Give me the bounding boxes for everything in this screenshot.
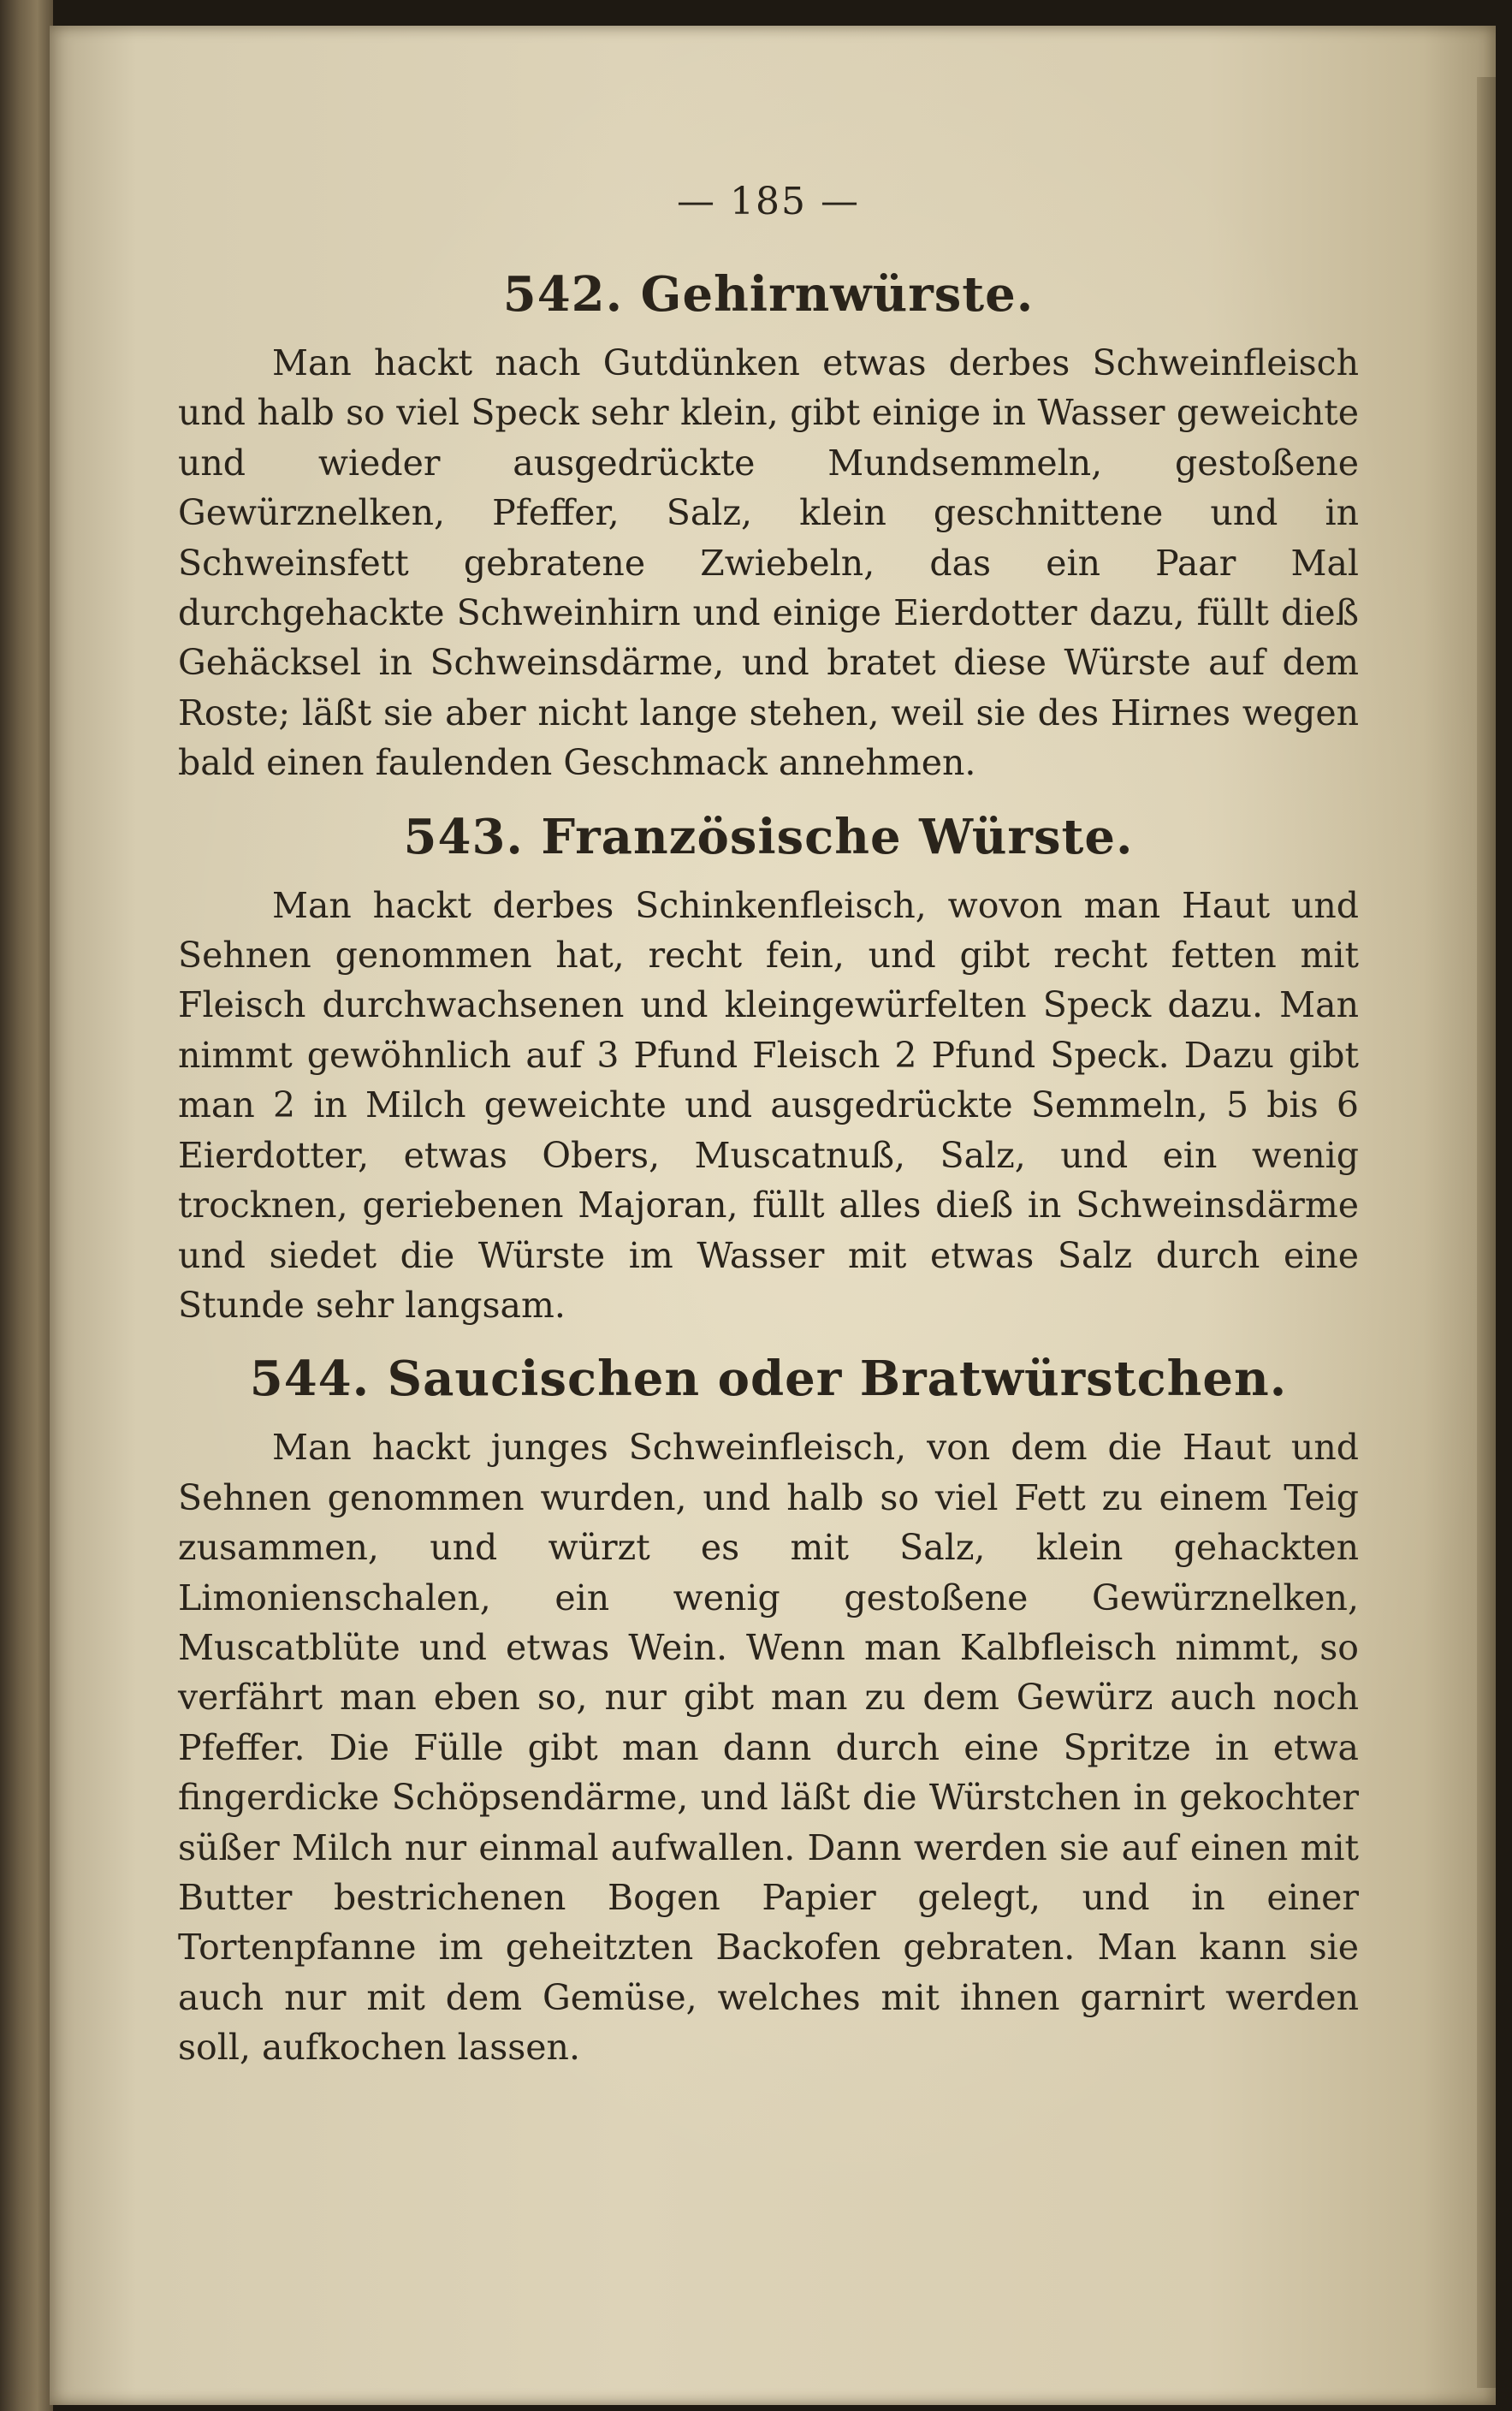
page-content — [178, 180, 1359, 2093]
book-page — [50, 26, 1496, 2405]
recipe-title-543: 543. Französische Würste. — [403, 808, 1134, 865]
recipe-body-544: Man hackt junges Schweinfleisch, von dem die Haut und Sehnen genommen wurden, und halb so viel Fett zu einem Teig zusammen, und würzt es mit Salz, klein gehackten Limonienschalen, ein wenig gestoßene Gewürznelken, Muscatblüte und etwas Wein. Wenn man Kalbfleisch nimmt, so verfährt man eben so, nur gibt man zu dem Gewürz auch noch Pfeffer. Die Fülle gibt man dann durch eine Spritze in etwa fingerdicke Schöpsendärme, und läßt die Würstchen in gekochter süßer Milch nur einmal aufwallen. Dann werden sie auf einen mit Butter bestrichenen Bogen Papier gelegt, und in einer Tortenpfanne im geheitzten Backofen gebraten. Man kann sie auch nur mit dem Gemüse, welches mit ihnen garnirt werden soll, aufkochen lassen. — [178, 1427, 1359, 2069]
recipe-body-542: Man hackt nach Gutdünken etwas derbes Schweinfleisch und halb so viel Speck sehr klein, gibt einige in Wasser geweichte und wieder ausgedrückte Mundsemmeln, gestoßene Gewürznelken, Pfeffer, Salz, klein geschnittene und in Schweinsfett gebratene Zwiebeln, das ein Paar Mal durchgehackte Schweinhirn und einige Eierdotter dazu, füllt dieß Gehäcksel in Schweinsdärme, und bratet diese Würste auf dem Roste; läßt sie aber nicht lange stehen, weil sie des Hirnes wegen bald einen faulenden Geschmack annehmen. — [178, 342, 1359, 784]
recipe-title-544: 544. Saucischen oder Bratwürstchen. — [249, 1351, 1288, 1408]
recipe-title-542: 542. Gehirnwürste. — [502, 266, 1035, 323]
page-number: — 185 — — [677, 180, 860, 223]
recipe-body-543: Man hackt derbes Schinkenfleisch, wovon man Haut und Sehnen genommen hat, recht fein, und gibt recht fetten mit Fleisch durchwachsenen und kleingewürfelten Speck dazu. Man nimmt gewöhnlich auf 3 Pfund Fleisch 2 Pfund Speck. Dazu gibt man 2 in Milch geweichte und ausgedrückte Semmeln, 5 bis 6 Eierdotter, etwas Obers, Muscatnuß, Salz, und ein wenig trocknen, geriebenen Majoran, füllt alles dieß in Schweinsdärme und siedet die Würste im Wasser mit etwas Salz durch eine Stunde sehr langsam. — [178, 884, 1359, 1326]
left-page-edge — [0, 0, 53, 2411]
page-fore-edge — [1477, 77, 1496, 2388]
